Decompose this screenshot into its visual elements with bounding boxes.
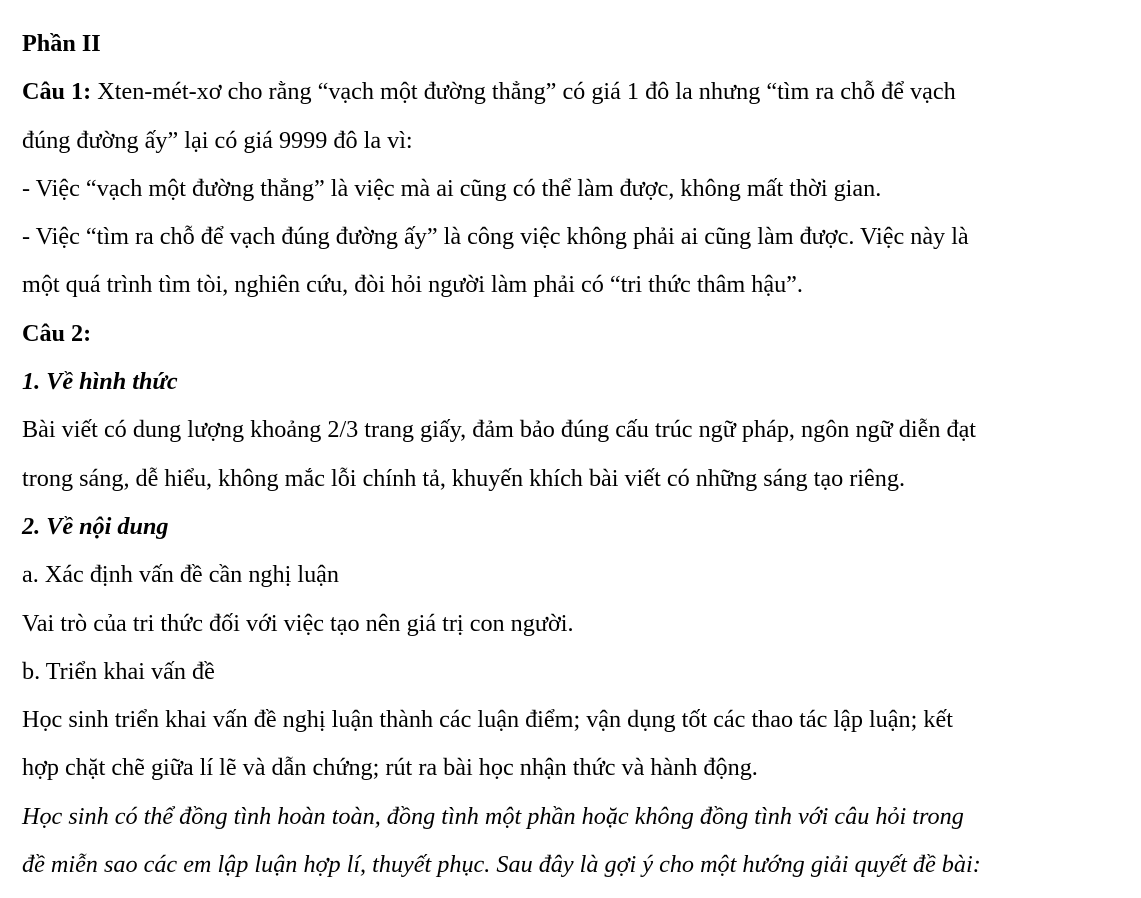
subsection-a-text: Vai trò của tri thức đối với việc tạo nên giá trị con người.	[22, 609, 574, 637]
content-heading: 2. Về nội dung	[22, 512, 169, 540]
subsection-a-heading: a. Xác định vấn đề cần nghị luận	[22, 561, 340, 589]
form-text-line-2: trong sáng, dễ hiểu, không mắc lỗi chính tả, khuyến khích bài viết có những sáng tạo riêng.	[22, 464, 905, 492]
subsection-b-heading: b. Triển khai vấn đề	[22, 657, 215, 685]
form-text-line-1: Bài viết có dung lượng khoảng 2/3 trang giấy, đảm bảo đúng cấu trúc ngữ pháp, ngôn ngữ diễn đạt	[22, 416, 977, 444]
question-1-line-2: đúng đường ấy” lại có giá 9999 đô la vì:	[22, 126, 413, 154]
question-1-bullet-2-line-1: - Việc “tìm ra chỗ để vạch đúng đường ấy” là công việc không phải ai cũng làm được. Việc này là	[22, 223, 969, 251]
question-2-label: Câu 2:	[22, 319, 92, 347]
note-line-1: Học sinh có thể đồng tình hoàn toàn, đồng tình một phần hoặc không đồng tình với câu hỏi trong	[22, 802, 964, 830]
question-1-text: Xten-mét-xơ cho rằng “vạch một đường thẳng” có giá 1 đô la nhưng “tìm ra chỗ để vạch	[91, 78, 956, 106]
subsection-b-text-line-1: Học sinh triển khai vấn đề nghị luận thành các luận điểm; vận dụng tốt các thao tác lập luận; kết	[22, 706, 953, 734]
question-1-line-1	[22, 68, 1121, 116]
form-heading: 1. Về hình thức	[22, 368, 178, 396]
part-title: Phần II	[22, 30, 101, 57]
note-line-2: đề miễn sao các em lập luận hợp lí, thuyết phục. Sau đây là gợi ý cho một hướng giải quyết đề bài:	[22, 851, 981, 879]
question-1-bullet-1: - Việc “vạch một đường thẳng” là việc mà ai cũng có thể làm được, không mất thời gian.	[22, 174, 882, 202]
question-1-label: Câu 1:	[22, 78, 92, 106]
subsection-b-text-line-2: hợp chặt chẽ giữa lí lẽ và dẫn chứng; rút ra bài học nhận thức và hành động.	[22, 754, 758, 782]
question-1-bullet-2-line-2: một quá trình tìm tòi, nghiên cứu, đòi hỏi người làm phải có “tri thức thâm hậu”.	[22, 271, 803, 299]
